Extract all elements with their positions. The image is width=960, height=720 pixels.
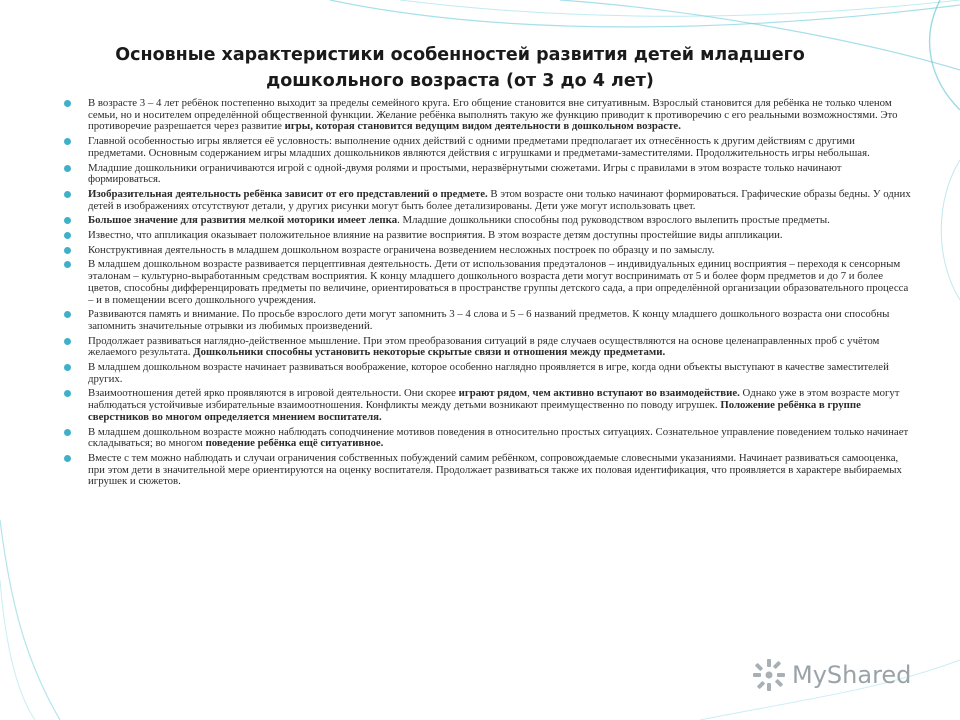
bullet-icon bbox=[64, 191, 71, 198]
bullet-item bbox=[60, 98, 912, 133]
text-run: . Младшие дошкольники способны под руководством взрослого вылепить простые предметы. bbox=[397, 214, 830, 227]
bullet-icon bbox=[64, 338, 71, 345]
bullet-icon bbox=[64, 364, 71, 371]
bullet-icon bbox=[64, 247, 71, 254]
bold-text: Положение ребёнка в группе сверстников во многом определяется мнением воспитателя. bbox=[88, 399, 861, 423]
bullet-item bbox=[60, 336, 912, 359]
text-run: Главной особенностью игры является её условность: выполнение одних действий с одними предметами предполагает их отнесённость к другим действиям с другими предметами. Основным содержанием игры младших дошкольников являются действия с игрушками и предметами-заместителями. Продолжительность игры небольшая. bbox=[88, 135, 870, 159]
text-run: Конструктивная деятельность в младшем дошкольном возрасте ограничена возведением несложных построек по образцу и по замыслу. bbox=[88, 243, 715, 256]
text-run: Взаимоотношения детей ярко проявляются в игровой деятельности. Они скорее bbox=[88, 387, 459, 400]
bullet-item bbox=[60, 427, 912, 450]
bullet-icon bbox=[64, 217, 71, 224]
myshared-logo bbox=[752, 658, 911, 692]
bullet-item bbox=[60, 453, 912, 488]
text-run: В младшем дошкольном возрасте начинает развиваться воображение, которое особенно наглядно проявляется в игре, когда одни объекты выступают в качестве заместителей других. bbox=[88, 361, 889, 385]
text-run: Продолжает развиваться наглядно-действенное мышление. При этом преобразования ситуаций в ряде случаев осуществляются на основе целенаправленных проб с учётом желаемого результата. bbox=[88, 334, 880, 359]
bullet-icon bbox=[64, 390, 71, 397]
bullet-item bbox=[60, 136, 912, 159]
bullet-item bbox=[60, 362, 912, 385]
bold-text: чем активно вступают во взаимодействие. bbox=[532, 387, 740, 400]
text-run: Вместе с тем можно наблюдать и случаи ограничения собственных побуждений самим ребёнком, сопровождаемые словесными указаниями. Начинает развиваться самооценка, при этом дети в значительной мере ориентируются на оценку воспитателя. Продолжает развиваться также их половая идентификация, что проявляется в характере выбираемых игрушек и сюжетов. bbox=[88, 451, 902, 488]
text-run: В этом возрасте они только начинают формироваться. Графические образы бедны. У одних детей в изображениях отсутствуют детали, у других рисунки могут быть более детализированы. Дети уже могут использовать цвет. bbox=[88, 187, 911, 212]
bullet-item bbox=[60, 259, 912, 306]
bullet-icon bbox=[64, 261, 71, 268]
bullet-icon bbox=[64, 455, 71, 462]
bold-text: Дошкольники способны установить некоторые скрытые связи и отношения между предметами. bbox=[193, 346, 666, 359]
text-run: Известно, что аппликация оказывает положительное влияние на развитие восприятия. В этом возрасте детям доступны простейшие виды аппликации. bbox=[88, 229, 783, 242]
bullet-icon bbox=[64, 232, 71, 239]
text-run: В младшем дошкольном возрасте развивается перцептивная деятельность. Дети от использования предэталонов – индивидуальных единиц восприятия – переходя к сенсорным эталонам – культурно-выработанным средствам восприятия. К концу младшего дошкольного возраста дети могут воспринимать от 5 и более форм предметов и до 7 и более цветов, способны дифференцировать предметы по величине, ориентироваться в пространстве группы детского сада, а при определённой организации образовательного процесса – и в помещении всего дошкольного учреждения. bbox=[88, 258, 909, 306]
myshared-logo-icon bbox=[752, 658, 786, 692]
bullet-icon bbox=[64, 429, 71, 436]
page-title: Основные характеристики особенностей развития детей младшего дошкольного возраста (от 3 до 4 лет) bbox=[115, 45, 805, 91]
bullet-item bbox=[60, 215, 912, 227]
bold-text: Большое значение для развития мелкой моторики имеет лепка bbox=[88, 214, 398, 227]
bullet-icon bbox=[64, 138, 71, 145]
bullet-list bbox=[60, 98, 912, 491]
bullet-item bbox=[60, 309, 912, 332]
text-run: Развиваются память и внимание. По просьбе взрослого дети могут запомнить 3 – 4 слова и 5 – 6 названий предметов. К концу младшего дошкольного возраста они способны запомнить значительные отрывки из любимых произведений. bbox=[88, 308, 890, 332]
text-run: , bbox=[527, 387, 533, 400]
text-run: Младшие дошкольники ограничиваются игрой с одной-двумя ролями и простыми, неразвёрнутыми сюжетами. Игры с правилами в этом возрасте только начинают формироваться. bbox=[88, 161, 842, 186]
bullet-item bbox=[60, 163, 912, 186]
bullet-item bbox=[60, 189, 912, 212]
bold-text: игры, которая становится ведущим видом деятельности в дошкольном возрасте. bbox=[284, 120, 681, 133]
bullet-icon bbox=[64, 311, 71, 318]
bold-text: Изобразительная деятельность ребёнка зависит от его представлений о предмете. bbox=[88, 187, 488, 200]
bullet-item bbox=[60, 388, 912, 423]
text-run: Однако уже в этом возрасте могут наблюдаться устойчивые избирательные взаимоотношения. Конфликты между детьми возникают преимущественно по поводу игрушек. bbox=[88, 387, 900, 412]
bullet-icon bbox=[64, 100, 71, 107]
bullet-item bbox=[60, 245, 912, 257]
bullet-item bbox=[60, 230, 912, 242]
text-run: В младшем дошкольном возрасте можно наблюдать соподчинение мотивов поведения в относительно простых ситуациях. Сознательное управление поведением только начинает складываться; во многом bbox=[88, 425, 909, 450]
bold-text: поведение ребёнка ещё ситуативное. bbox=[205, 437, 384, 450]
bold-text: играют рядом bbox=[458, 387, 528, 400]
text-run: В возрасте 3 – 4 лет ребёнок постепенно выходит за пределы семейного круга. Его общение становится вне ситуативным. Взрослый становится для ребёнка не только членом семьи, но и носителем определённой общественной функции. Желание ребёнка выполнять такую же функцию приводит к противоречию с его реальными возможностями. Это противоречие разрешается через развитие bbox=[88, 97, 898, 133]
myshared-logo-text: MyShared bbox=[792, 661, 912, 689]
bullet-icon bbox=[64, 165, 71, 172]
